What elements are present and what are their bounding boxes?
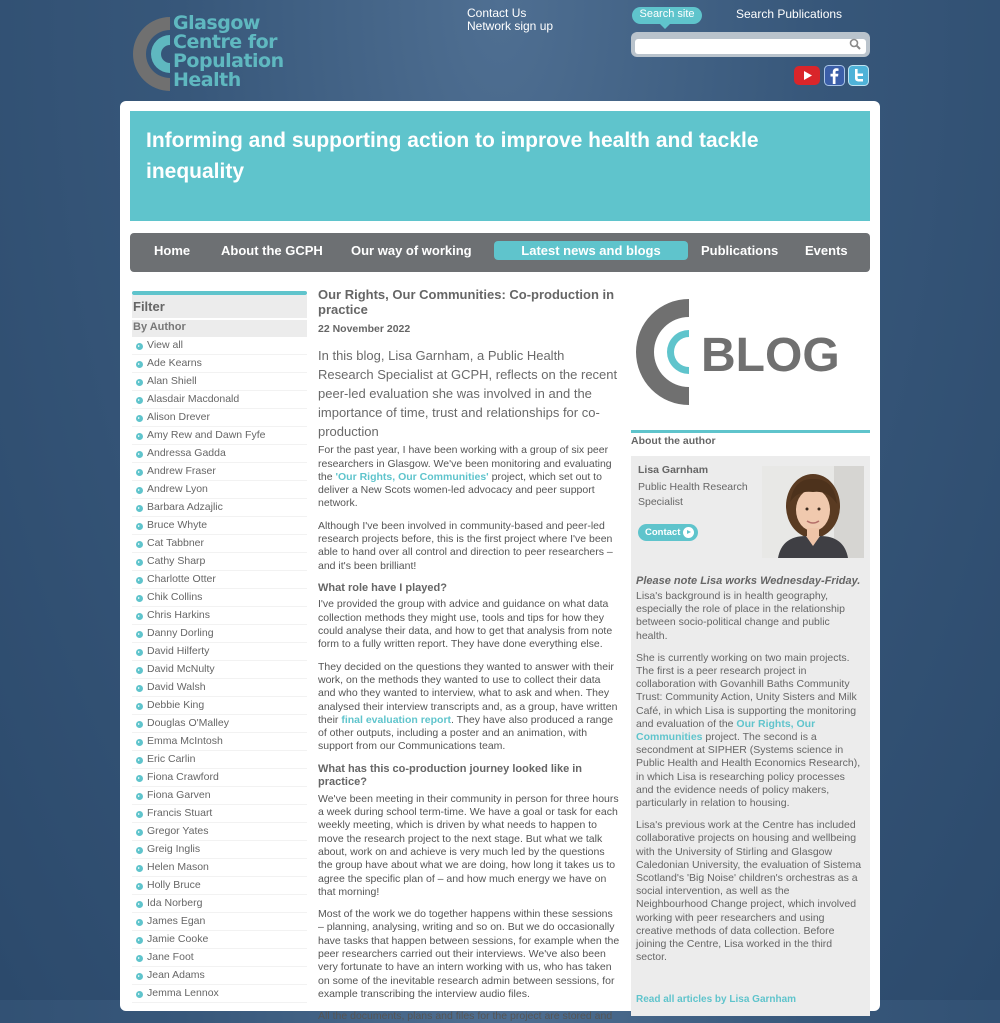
author-filter-item[interactable]: Gregor Yates [132, 823, 307, 841]
author-filter-item[interactable]: Francis Stuart [132, 805, 307, 823]
about-author-title: About the author [631, 435, 716, 447]
author-filter-item[interactable]: Alasdair Macdonald [132, 391, 307, 409]
final-report-link[interactable]: final evaluation report [341, 713, 452, 726]
author-filter-item[interactable]: Cat Tabbner [132, 535, 307, 553]
author-filter-item[interactable]: Helen Mason [132, 859, 307, 877]
article-intro: In this blog, Lisa Garnham, a Public Health Research Specialist at GCPH, reflects on the recent peer-led evaluation she was involved in and the importance of time, trust and relationships for co-production [318, 348, 618, 440]
author-filter-item[interactable]: Greig Inglis [132, 841, 307, 859]
article-paragraph [318, 661, 620, 754]
article-date: 22 November 2022 [318, 323, 411, 335]
contact-button[interactable] [638, 524, 698, 541]
author-filter-item[interactable]: David McNulty [132, 661, 307, 679]
author-filter-item[interactable]: Chik Collins [132, 589, 307, 607]
nav-latest-news[interactable]: Latest news and blogs [494, 241, 688, 260]
nav-home[interactable]: Home [154, 243, 191, 258]
main-nav [130, 233, 870, 272]
author-filter-item[interactable]: Bruce Whyte [132, 517, 307, 535]
author-filter-item[interactable]: Fiona Crawford [132, 769, 307, 787]
author-filter-item[interactable]: Jean Adams [132, 967, 307, 985]
logo-line: Health [173, 69, 241, 91]
contact-button-label: Contact [645, 527, 681, 538]
nav-events[interactable]: Events [805, 243, 848, 258]
text-span: project. The second is a secondment at SIPHER (Systems science in Public Health and Health Economics Research), in which Lisa is researching policy processes and the evidence needs of policy makers, particularly in relation to housing. [636, 731, 861, 810]
author-filter-item[interactable]: David Hilferty [132, 643, 307, 661]
search-input[interactable] [635, 39, 866, 54]
contact-us-link[interactable]: Contact Us [467, 6, 527, 20]
author-filter-item[interactable]: Emma McIntosh [132, 733, 307, 751]
article-paragraph [318, 444, 620, 510]
author-filter-item[interactable]: David Walsh [132, 679, 307, 697]
article-paragraph: I've provided the group with advice and guidance on what data collection methods they might use, tools and tips for how they could analyse their data, and how to get that analysis from note form to a fully written report. They have done everything else. [318, 598, 613, 651]
author-filter-item[interactable]: Andrew Lyon [132, 481, 307, 499]
author-role: Public Health Research Specialist [638, 481, 748, 508]
text-span: For the past year, I have been working with a group of six peer researchers in Glasgow. We've been monitoring and evaluating the [318, 444, 612, 483]
author-filter-item[interactable]: Amy Rew and Dawn Fyfe [132, 427, 307, 445]
facebook-icon[interactable] [824, 65, 845, 86]
by-author-heading: By Author [132, 320, 307, 337]
author-filter-item[interactable]: Douglas O'Malley [132, 715, 307, 733]
logo-line: Centre for [173, 31, 277, 53]
twitter-icon[interactable] [848, 65, 869, 86]
author-filter-item[interactable]: View all [132, 337, 307, 355]
our-rights-link[interactable]: 'Our Rights, Our Communities' [335, 470, 489, 483]
nav-about[interactable]: About the GCPH [221, 243, 323, 258]
author-name: Lisa Garnham [638, 464, 709, 476]
author-filter-item[interactable]: Ida Norberg [132, 895, 307, 913]
nav-publications[interactable]: Publications [701, 243, 779, 258]
filter-sidebar [132, 291, 307, 1003]
our-rights-bio-link[interactable]: Our Rights, Our Communities [636, 717, 816, 744]
article-paragraph: We've been meeting in their community in person for three hours a week during school term-time. We have a goal or task for each weekly meeting, which is driven by what needs to happen to move the research project to the next stage. But what we talk about, work on and achieve is very much led by the questions the group have about what we are doing, how long it takes us to agree the specific plan of – and how much energy we have on that morning! [318, 792, 619, 898]
top-links [467, 7, 553, 33]
author-filter-item[interactable]: Andrew Fraser [132, 463, 307, 481]
text-span: . They have also produced a range of other outputs, including a poster and an animation, with support from our Communications team. [318, 713, 614, 753]
article-paragraph: All the documents, plans and files for the project are stored and [318, 1010, 613, 1023]
availability-note: Please note Lisa works Wednesday-Friday. [636, 575, 861, 587]
text-span: She is currently working on two main projects. The first is a peer research project in collaboration with Govanhill Baths Community Trust: Community Action, Unity Sisters and Milk Café, in which Lisa is supporting the monitoring and evaluation of the [636, 651, 857, 730]
bio-paragraph [636, 652, 864, 810]
about-accent-bar [631, 430, 870, 433]
blog-logo [635, 297, 840, 407]
author-filter-item[interactable]: Andressa Gadda [132, 445, 307, 463]
text-span: project, which set out to deliver a New Scots women-led advocacy and peer support network. [318, 470, 602, 510]
section-heading-role: What role have I played? [318, 581, 447, 594]
author-filter-item[interactable]: Danny Dorling [132, 625, 307, 643]
search-box [631, 32, 870, 57]
bio-paragraph: Lisa's previous work at the Centre has included collaborative projects on housing and wellbeing with the University of Stirling and Glasgow Caledonian University, the evaluation of Sistema Scotland's 'Big Noise' children's orchestras as a social intervention, as well as the Neighbourhood Change project, which involved working with peer researchers and using creative methods of data collection. Before joining the Centre, Lisa worked in the third sector. [636, 819, 862, 964]
blog-article [318, 287, 620, 1023]
author-filter-item[interactable]: James Egan [132, 913, 307, 931]
page-panel [120, 101, 880, 1023]
author-filter-item[interactable]: Debbie King [132, 697, 307, 715]
filter-title: Filter [132, 295, 307, 318]
author-filter-item[interactable]: Jemma Lennox [132, 985, 307, 1003]
bio-paragraph: Lisa's background is in health geography, especially the role of place in the relationship between socio-political change and public health. [636, 590, 845, 642]
hero-banner [130, 111, 870, 221]
hero-title: Informing and supporting action to improve health and tackle inequality [146, 129, 759, 183]
author-filter-item[interactable]: Eric Carlin [132, 751, 307, 769]
author-bio [636, 575, 864, 964]
youtube-icon[interactable] [794, 65, 820, 86]
search-site-tab[interactable]: Search site [632, 7, 702, 24]
logo-line: Population [173, 50, 284, 72]
author-filter-item[interactable]: Alan Shiell [132, 373, 307, 391]
article-paragraph: Most of the work we do together happens within these sessions – planning, analysing, writing and so on. But we do occasionally have tasks that happen between sessions, for example when the peer researchers carried out their interviews. We've also been very fortunate to have an intern working with us, who has taken on some of the inevitable research admin between sessions, for example transcribing the interview audio files. [318, 908, 620, 1000]
author-photo [762, 466, 864, 558]
author-filter-item[interactable]: Fiona Garven [132, 787, 307, 805]
author-filter-item[interactable]: Alison Drever [132, 409, 307, 427]
logo-line: Glasgow [173, 12, 260, 34]
blog-logo-text: BLOG [701, 329, 840, 382]
network-signup-link[interactable]: Network sign up [467, 19, 554, 33]
article-paragraph: Although I've been involved in community-based and peer-led research projects before, this is the first project where I've been able to hand over all control and direction to peer researchers – and it's been brilliant! [318, 519, 613, 572]
text-span: They decided on the questions they wanted to answer with their work, on the methods they wanted to use to collect their data and who they wanted to interview, what to ask and when. They analysed their interview transcripts and, as a group, have written their [318, 660, 618, 726]
nav-way-of-working[interactable]: Our way of working [351, 243, 472, 258]
author-filter-item[interactable]: Barbara Adzajlic [132, 499, 307, 517]
author-filter-item[interactable]: Jane Foot [132, 949, 307, 967]
author-filter-item[interactable]: Cathy Sharp [132, 553, 307, 571]
author-filter-item[interactable]: Chris Harkins [132, 607, 307, 625]
author-filter-item[interactable]: Ade Kearns [132, 355, 307, 373]
author-filter-item[interactable]: Charlotte Otter [132, 571, 307, 589]
article-title: Our Rights, Our Communities: Co-production in practice [318, 287, 615, 317]
author-list [132, 337, 307, 1003]
read-all-articles-link[interactable]: Read all articles by Lisa Garnham [636, 994, 797, 1005]
search-icon[interactable] [849, 38, 861, 50]
author-filter-item[interactable]: Holly Bruce [132, 877, 307, 895]
about-author-box [631, 456, 870, 1016]
author-filter-item[interactable]: Jamie Cooke [132, 931, 307, 949]
logo-wordmark[interactable] [173, 14, 284, 90]
search-publications-tab[interactable]: Search Publications [736, 7, 843, 21]
arrow-right-icon [683, 527, 694, 538]
section-heading-journey: What has this co-production journey looked like in practice? [318, 762, 583, 789]
